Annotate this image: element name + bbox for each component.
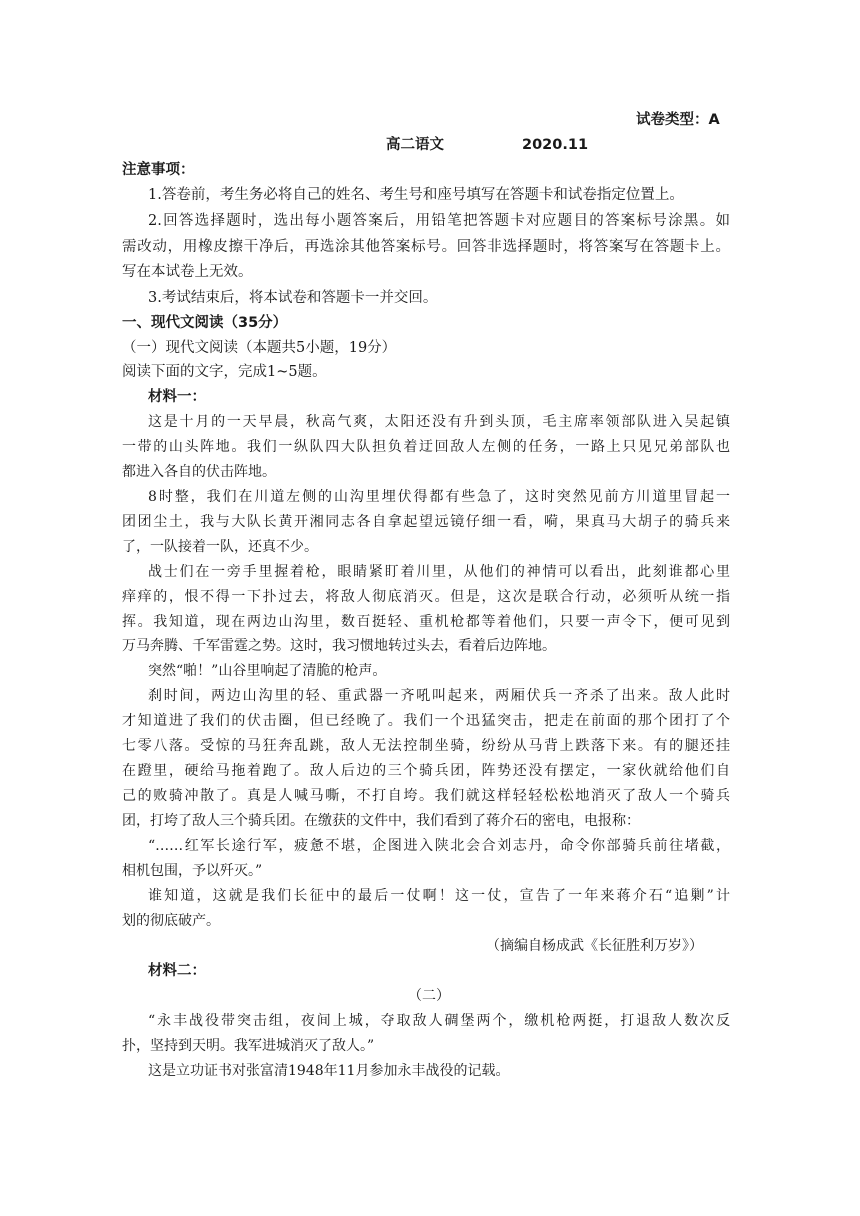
material1-source: （摘编自杨成武《长征胜利万岁》）	[486, 938, 703, 954]
section-heading: 一、现代文阅读（35分）	[122, 315, 288, 331]
material1-line: 突然“啪！”山谷里响起了清脆的枪声。	[148, 663, 387, 679]
material1-line: 相机包围，予以歼灭。”	[122, 863, 263, 879]
material1-line: 了，一队接着一队，还真不少。	[122, 539, 318, 555]
notice-item-2-end: 写在本试卷上无效。	[122, 264, 253, 280]
material1-line: 才知道进了我们的伏击圈，但已经晚了。我们一个迅猛突击，把走在前面的那个团打了个	[122, 713, 730, 729]
exam-date: 2020.11	[522, 137, 589, 153]
material1-line: 七零八落。受惊的马狂奔乱跳，敌人无法控制坐骑，纷纷从马背上跌落下来。有的腿还挂	[122, 738, 730, 754]
material1-line: 万马奔腾、千军雷霆之势。这时，我习惯地转过头去，看着后边阵地。	[122, 638, 556, 654]
section-instruction: 阅读下面的文字，完成1~5题。	[122, 364, 327, 380]
material1-line: 在蹬里，硬给马拖着跑了。敌人后边的三个骑兵团，阵势还没有摆定，一家伙就给他们自	[122, 763, 730, 779]
material2-line: 这是立功证书对张富清1948年11月参加永丰战役的记载。	[148, 1063, 510, 1079]
notice-item-1: 1.答卷前，考生务必将自己的姓名、考生号和座号填写在答题卡和试卷指定位置上。	[148, 187, 684, 203]
paper-type: 试卷类型：A	[636, 112, 720, 128]
material1-line: 战士们在一旁手里握着枪，眼睛紧盯着川里，从他们的神情可以看出，此刻谁都心里	[148, 564, 730, 580]
material1-line: 一带的山头阵地。我们一纵队四大队担负着迂回敌人左侧的任务，一路上只见兄弟部队也	[122, 439, 730, 455]
section-sub-heading: （一）现代文阅读（本题共5小题，19分）	[122, 340, 397, 356]
material1-line: 这是十月的一天早晨，秋高气爽，太阳还没有升到头顶，毛主席率领部队进入吴起镇	[148, 414, 730, 430]
material1-line: 都进入各自的伏击阵地。	[122, 464, 276, 480]
notice-item-2-cont: 需改动，用橡皮擦干净后，再选涂其他答案标号。回答非选择题时，将答案写在答题卡上。	[122, 239, 730, 255]
notice-heading: 注意事项：	[122, 162, 195, 178]
material1-line: 挥。我知道，现在两边山沟里，数百挺轻、重机枪都等着他们，只要一声令下，便可见到	[122, 614, 730, 630]
material1-line: 刹时间，两边山沟里的轻、重武器一齐吼叫起来，两厢伏兵一齐杀了出来。敌人此时	[148, 688, 730, 704]
material1-line: 团，打垮了敌人三个骑兵团。在缴获的文件中，我们看到了蒋介石的密电，电报称：	[122, 813, 640, 829]
material1-line: 己的败骑冲散了。真是人喊马嘶，不打自垮。我们就这样轻轻松松地消灭了敌人一个骑兵	[122, 788, 730, 804]
material1-line: 痒痒的，恨不得一下扑过去，将敌人彻底消灭。但是，这次是联合行动，必须听从统一指	[122, 589, 730, 605]
material2-line: “永丰战役带突击组，夜间上城，夺取敌人碉堡两个，缴机枪两挺，打退敌人数次反	[148, 1013, 730, 1029]
material2-label: 材料二：	[148, 963, 206, 979]
exam-title: 高二语文	[386, 137, 444, 153]
material1-label: 材料一：	[148, 389, 206, 405]
notice-item-2: 2.回答选择题时，选出每小题答案后，用铅笔把答题卡对应题目的答案标号涂黑。如	[148, 213, 730, 229]
material1-line: 8时整，我们在川道左侧的山沟里埋伏得都有些急了，这时突然见前方川道里冒起一	[148, 489, 730, 505]
material1-line: 划的彻底破产。	[122, 913, 220, 929]
material1-line: “……红军长途行军，疲惫不堪，企图进入陕北会合刘志丹，命令你部骑兵前往堵截，	[148, 838, 730, 854]
material1-line: 团团尘土，我与大队长黄开湘同志各自拿起望远镜仔细一看，嗬，果真马大胡子的骑兵来	[122, 514, 730, 530]
notice-item-3: 3.考试结束后，将本试卷和答题卡一并交回。	[148, 290, 438, 306]
material1-line: 谁知道，这就是我们长征中的最后一仗啊！这一仗，宣告了一年来蒋介石“追剿”计	[148, 888, 730, 904]
material2-part: （二）	[408, 988, 450, 1004]
material2-line: 扑，坚持到天明。我军进城消灭了敌人。”	[122, 1038, 375, 1054]
